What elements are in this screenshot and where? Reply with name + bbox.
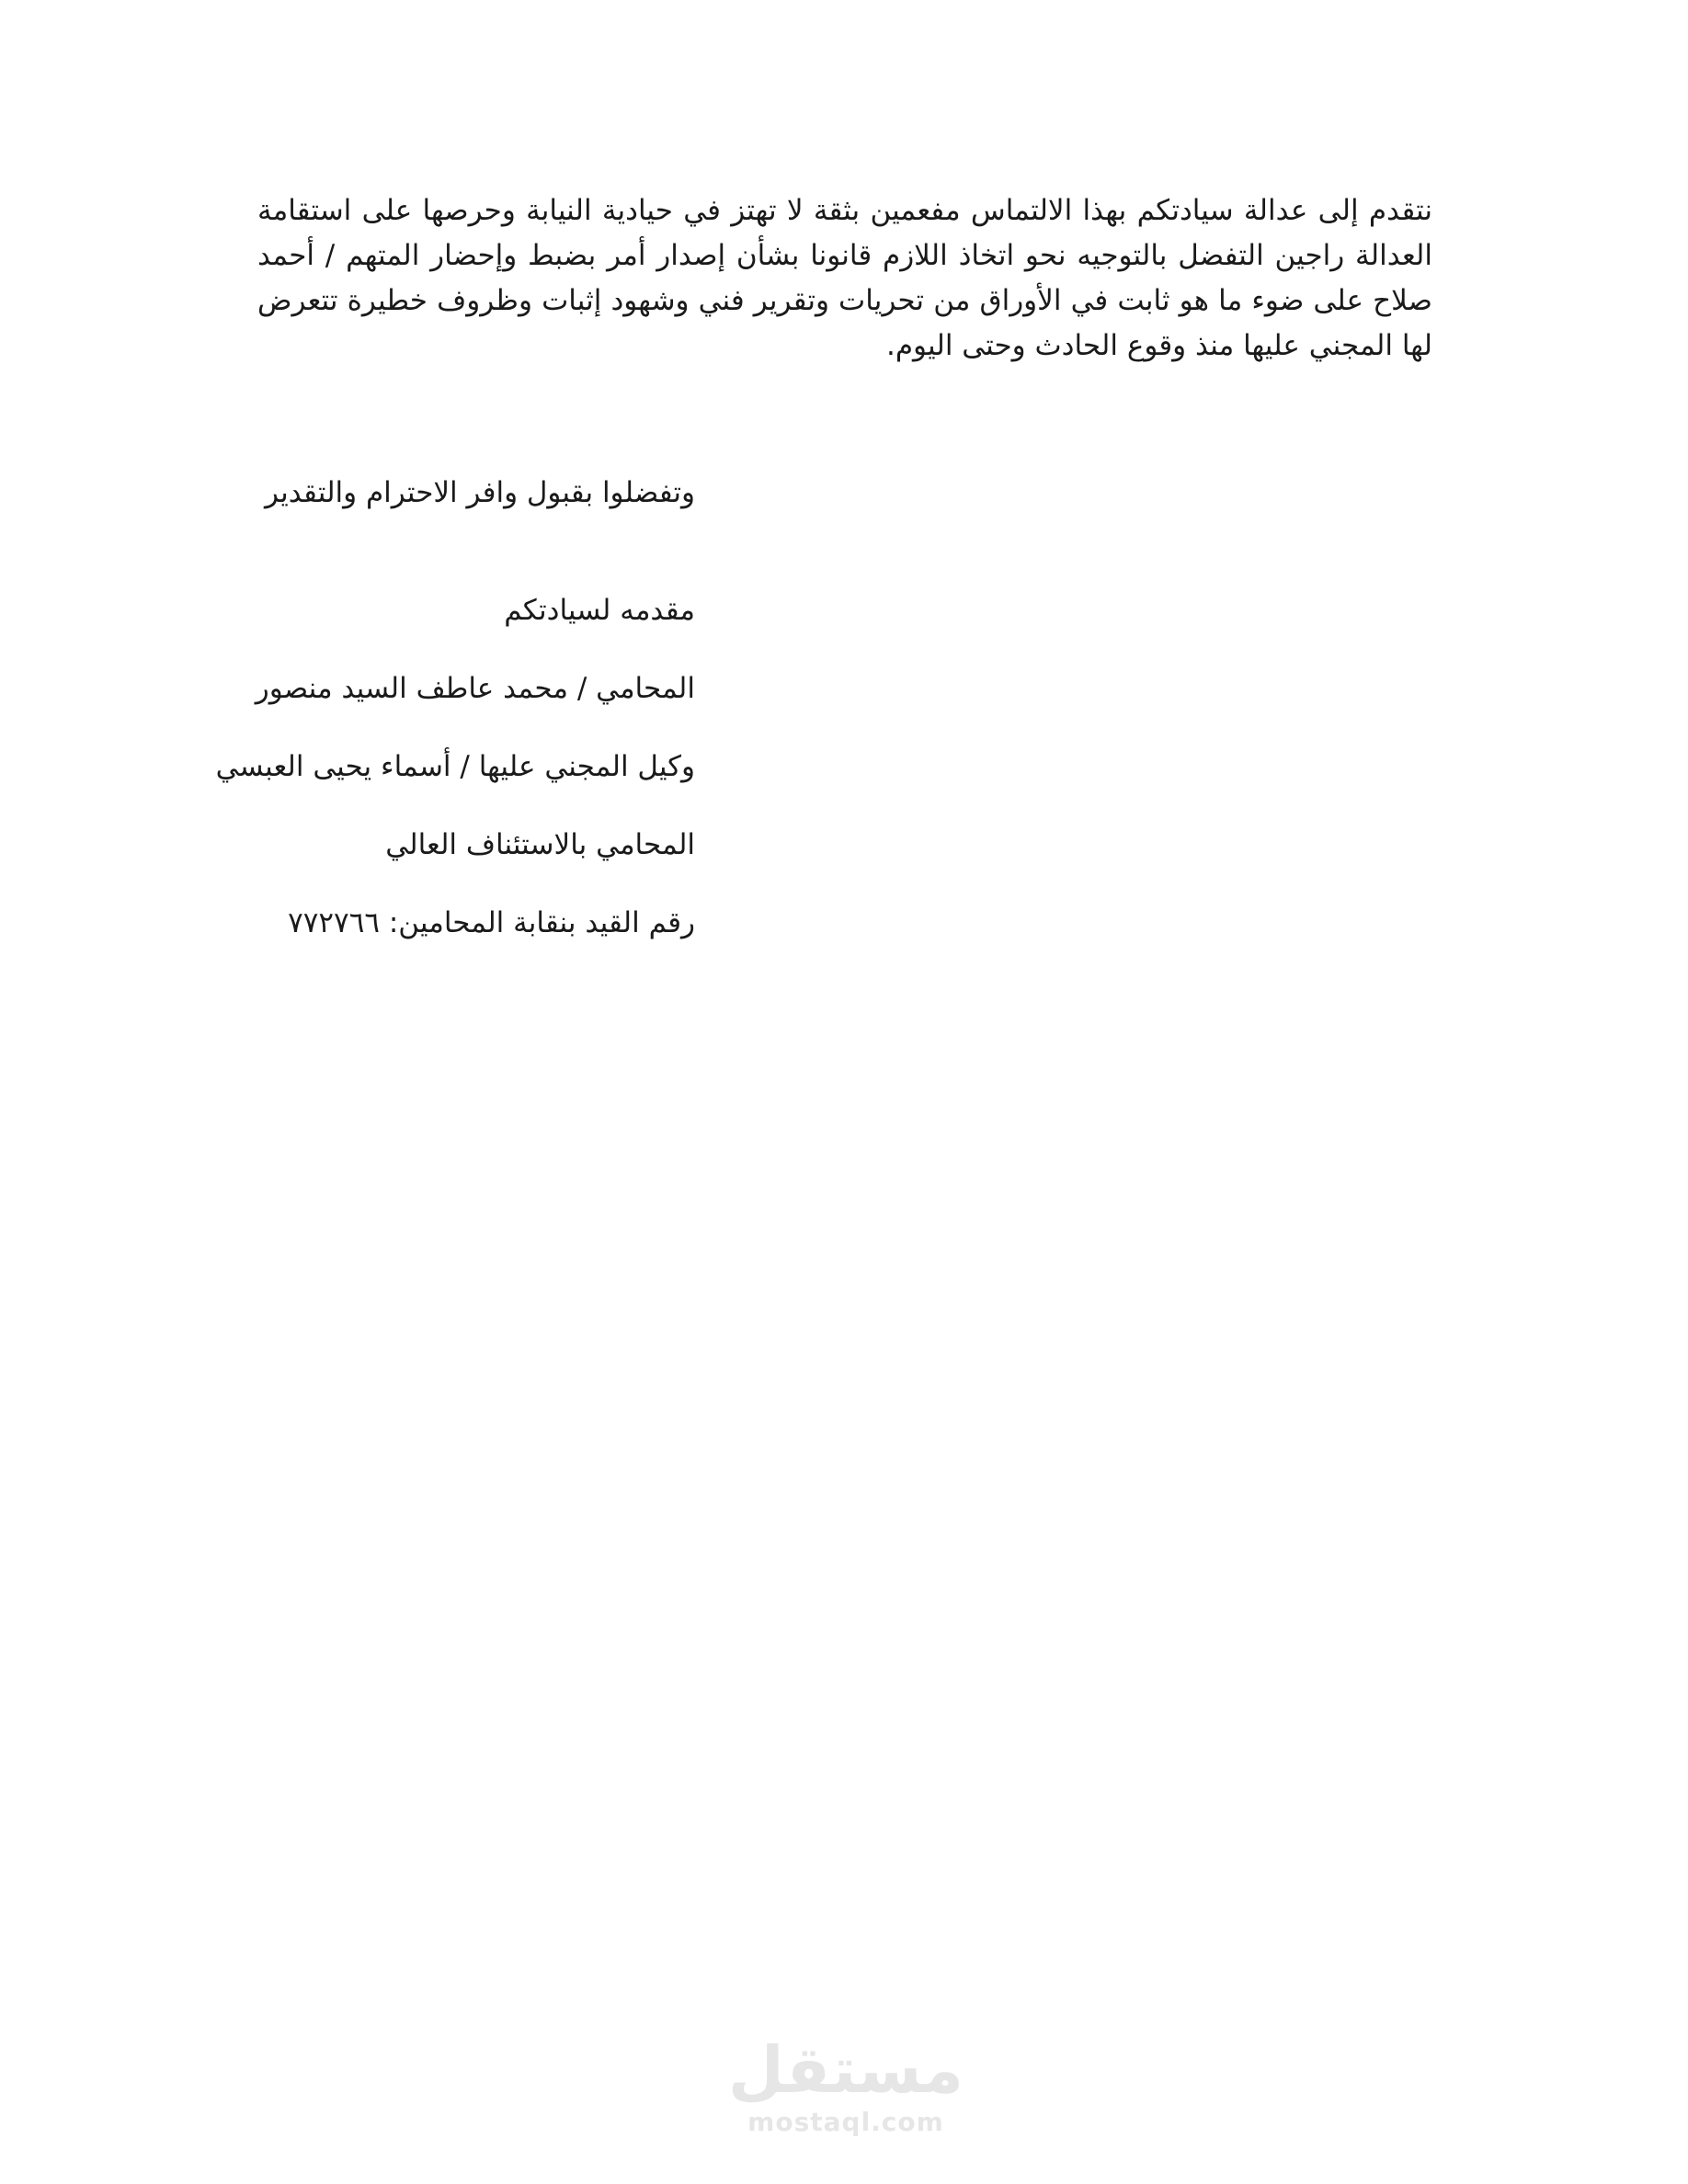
watermark-url: mostaql.com <box>747 2107 944 2137</box>
lawyer-title-line: المحامي بالاستئناف العالي <box>385 828 695 861</box>
presented-by-line: مقدمه لسيادتكم <box>504 594 695 627</box>
agent-line: وكيل المجني عليها / أسماء يحيى العبسي <box>215 750 695 783</box>
watermark-logo: مستقل <box>727 2032 964 2108</box>
closing-line: وتفضلوا بقبول وافر الاحترام والتقدير <box>265 476 695 509</box>
lawyer-name-line: المحامي / محمد عاطف السيد منصور <box>255 672 695 705</box>
petition-paragraph: نتقدم إلى عدالة سيادتكم بهذا الالتماس مفعمين بثقة لا تهتز في حيادية النيابة وحرصها على استقامة العدالة راجين التفضل بالتوجيه نحو اتخاذ اللازم قانونا بشأن إصدار أمر بضبط وإحضار المتهم / أحمد صلاح على ضوء ما هو ثابت في الأوراق من تحريات وتقرير فني وشهود إثبات وظروف خطيرة تتعرض لها المجني عليها منذ وقوع الحادث وحتى اليوم. <box>257 194 1432 362</box>
mostaql-watermark <box>708 2033 984 2138</box>
registration-number-line: رقم القيد بنقابة المحامين: ٧٧٢٧٦٦ <box>288 906 695 939</box>
